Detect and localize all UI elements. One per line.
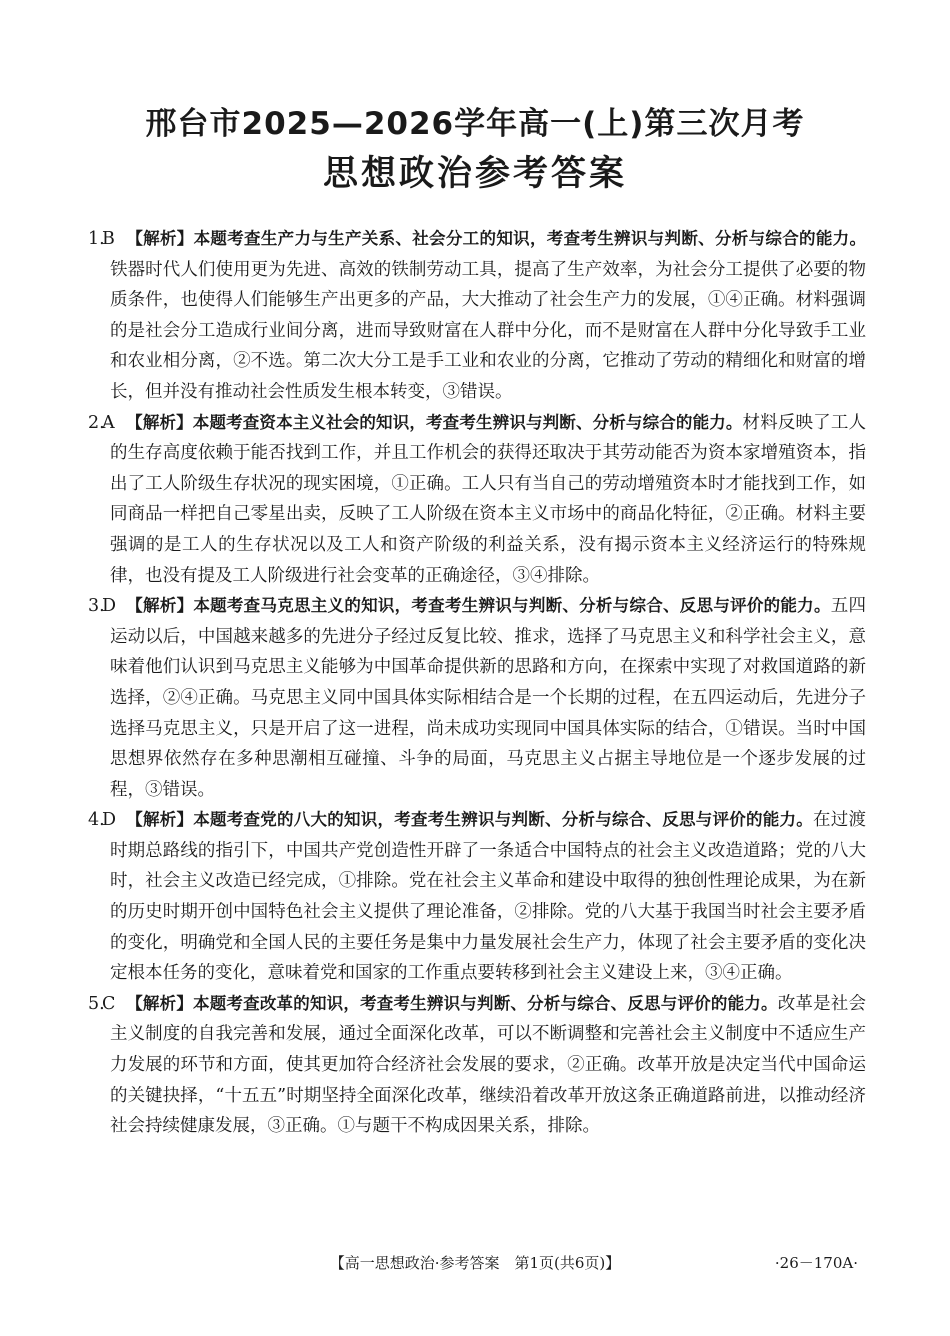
item-choice: C bbox=[102, 993, 116, 1014]
answer-item-1 bbox=[88, 224, 866, 408]
item-analysis-lead: 【解析】本题考查党的八大的知识，考查考生辨识与判断、分析与综合、反思与评价的能力。 bbox=[126, 810, 813, 830]
footer-label: 【高一思想政治·参考答案 第1页(共6页)】 bbox=[329, 1254, 621, 1272]
item-number: 1. bbox=[88, 229, 105, 249]
answer-list bbox=[88, 224, 866, 1142]
item-choice: D bbox=[102, 596, 117, 617]
item-body: 在过渡时期总路线的指引下，中国共产党创造性开辟了一条适合中国特点的社会主义改造道路；党的八大时，社会主义改造已经完成，①排除。党在社会主义革命和建设中取得的独创性理论成果，为在新的历史时期开创中国特色社会主义提供了理论准备，②排除。党的八大基于我国当时社会主要矛盾的变化，明确党和全国人民的主要任务是集中力量发展社会生产力，体现了社会主要矛盾的变化决定根本任务的变化，意味着党和国家的工作重点要转移到社会主义建设上来，③④正确。 bbox=[110, 810, 866, 984]
page-footer bbox=[0, 1252, 950, 1278]
footer-code: ·26－170A· bbox=[774, 1254, 858, 1272]
item-choice: A bbox=[102, 412, 115, 433]
item-number: 2. bbox=[88, 412, 105, 433]
item-analysis-lead: 【解析】本题考查马克思主义的知识，考查考生辨识与判断、分析与综合、反思与评价的能力。 bbox=[126, 596, 831, 616]
item-analysis-lead: 【解析】本题考查改革的知识，考查考生辨识与判断、分析与综合、反思与评价的能力。 bbox=[126, 993, 778, 1013]
item-analysis-lead: 【解析】本题考查生产力与生产关系、社会分工的知识，考查考生辨识与判断、分析与综合的能力。 bbox=[126, 229, 866, 248]
page-subtitle: 思想政治参考答案 bbox=[322, 154, 627, 194]
item-number: 3. bbox=[88, 596, 105, 617]
item-body: 改革是社会主义制度的自我完善和发展，通过全面深化改革，可以不断调整和完善社会主义制度中不适应生产力发展的环节和方面，使其更加符合经济社会发展的要求，②正确。改革开放是决定当代中国命运的关键抉择，“十五五”时期坚持全面深化改革，继续沿着改革开放这条正确道路前进，以推动经济社会持续健康发展，③正确。①与题干不构成因果关系，排除。 bbox=[110, 993, 867, 1137]
item-body: 五四运动以后，中国越来越多的先进分子经过反复比较、推求，选择了马克思主义和科学社会主义，意味着他们认识到马克思主义能够为中国革命提供新的思路和方向，在探索中实现了对救国道路的新选择，②④正确。马克思主义同中国具体实际相结合是一个长期的过程，在五四运动后，先进分子选择马克思主义，只是开启了这一进程，尚未成功实现同中国具体实际的结合，①错误。当时中国思想界依然存在多种思潮相互碰撞、斗争的局面，马克思主义占据主导地位是一个逐步发展的过程，③错误。 bbox=[110, 596, 867, 800]
page-title: 邢台市2025—2026学年高一(上)第三次月考 bbox=[145, 106, 805, 142]
item-number: 5. bbox=[88, 993, 105, 1014]
item-number: 4. bbox=[88, 810, 105, 831]
answer-item-3 bbox=[88, 591, 866, 805]
item-body: 铁器时代人们使用更为先进、高效的铁制劳动工具，提高了生产效率，为社会分工提供了必要的物质条件，也使得人们能够生产出更多的产品，大大推动了社会生产力的发展，①④正确。材料强调的是社会分工造成行业间分离，进而导致财富在人群中分化，而不是财富在人群中分化导致手工业和农业相分离，②不选。第二次大分工是手工业和农业的分离，它推动了劳动的精细化和财富的增长，但并没有推动社会性质发生根本转变，③错误。 bbox=[110, 259, 866, 402]
answer-item-2 bbox=[88, 408, 866, 592]
item-choice: B bbox=[102, 229, 115, 249]
item-body: 材料反映了工人的生存高度依赖于能否找到工作，并且工作机会的获得还取决于其劳动能否为资本家增殖资本，指出了工人阶级生存状况的现实困境，①正确。工人只有当自己的劳动增殖资本时才能找到工作，如同商品一样把自己零星出卖，反映了工人阶级在资本主义市场中的商品化特征，②正确。材料主要强调的是工人的生存状况以及工人和资产阶级的利益关系，没有揭示资本主义经济运行的特殊规律，也没有提及工人阶级进行社会变革的正确途径，③④排除。 bbox=[110, 412, 867, 586]
item-analysis-lead: 【解析】本题考查资本主义社会的知识，考查考生辨识与判断、分析与综合的能力。 bbox=[126, 412, 743, 432]
item-choice: D bbox=[102, 810, 117, 831]
answer-item-5 bbox=[88, 989, 866, 1142]
answer-item-4 bbox=[88, 805, 866, 989]
